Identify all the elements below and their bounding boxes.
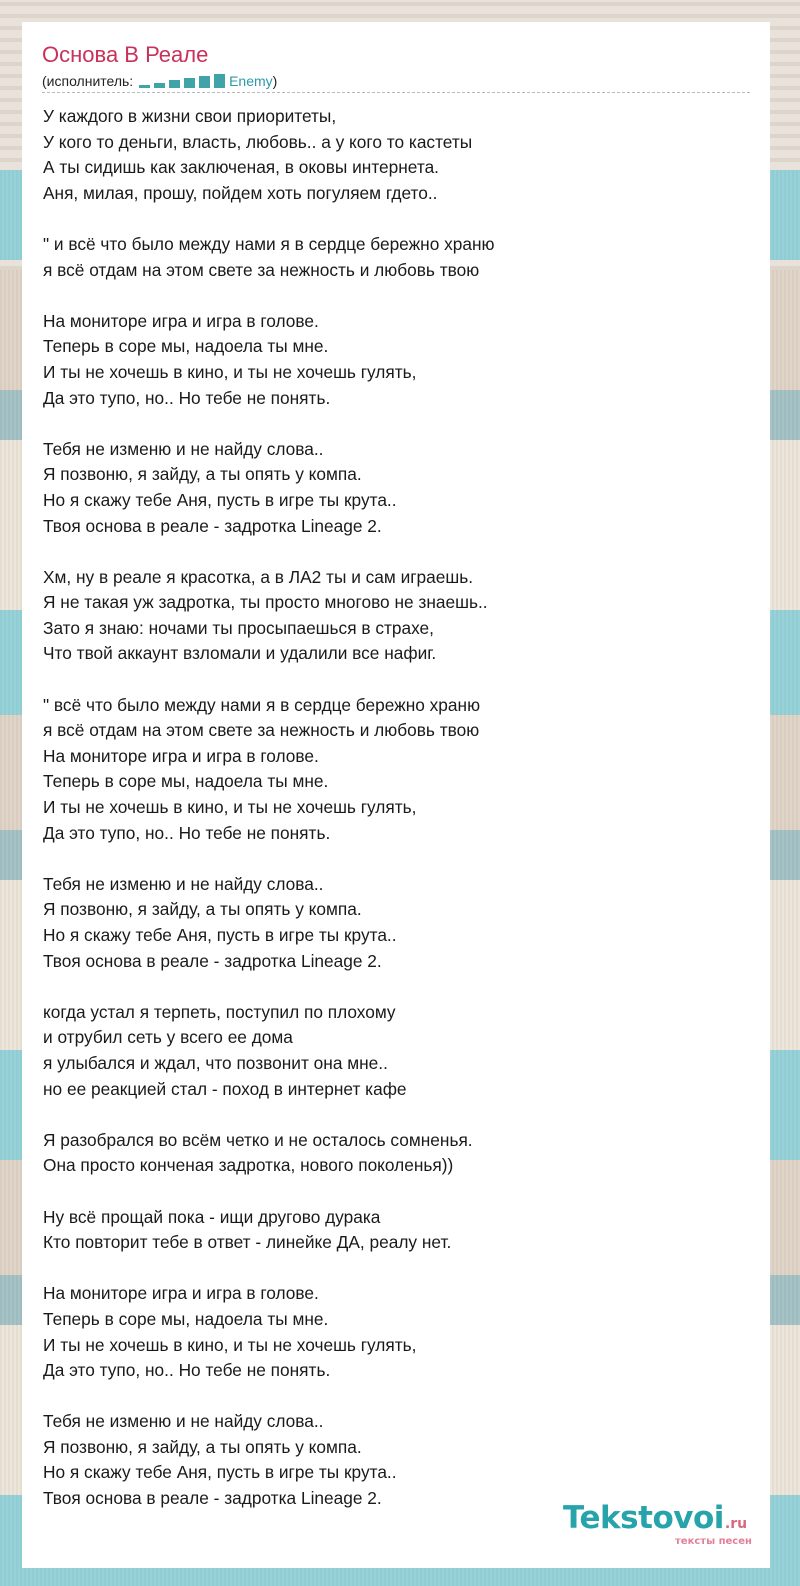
lyrics-line: Я не такая уж задротка, ты просто многово не знаешь.. [43, 592, 488, 613]
lyrics-line: У каждого в жизни свои приоритеты, [43, 106, 337, 126]
artist-suffix: ) [272, 73, 278, 89]
lyrics-line: Я разобрался во всём четко и не осталось сомненья. [43, 1129, 473, 1150]
lyrics-line: Твоя основа в реале - задротка Lineage 2. [43, 515, 382, 536]
artist-line [42, 72, 277, 89]
lyrics-sheet [22, 22, 770, 1568]
lyrics-line: но ее реакцией стал - поход в интернет кафе [43, 1078, 407, 1099]
lyrics-line: " и всё что было между нами я в сердце бережно храню [43, 233, 495, 254]
lyrics-line: Теперь в соре мы, надоела ты мне. [43, 1308, 329, 1329]
lyrics-line: Да это тупо, но.. Но тебе не понять. [43, 387, 331, 408]
lyrics-line: Но я скажу тебе Аня, пусть в игре ты крута.. [43, 489, 397, 510]
logo-wordmark: Tekstovoi [563, 1500, 724, 1536]
artist-link[interactable]: Enemy [229, 73, 273, 89]
lyrics-line: Теперь в соре мы, надоела ты мне. [43, 771, 329, 792]
lyrics-line: Тебя не изменю и не найду слова.. [43, 873, 324, 894]
song-title: Основа В Реале [42, 42, 209, 67]
lyrics-line: А ты сидишь как заключеная, в оковы интернета. [43, 157, 439, 178]
lyrics-line: я всё отдам на этом свете за нежность и любовь твою [43, 720, 480, 741]
lyrics-stanza [43, 1000, 743, 1102]
lyrics-line: Да это тупо, но.. Но тебе не понять. [43, 1360, 331, 1381]
lyrics-stanza [43, 1281, 743, 1383]
lyrics-line: Я позвоню, я зайду, а ты опять у компа. [43, 1436, 362, 1457]
lyrics-stanza [43, 232, 743, 283]
lyrics-line: Теперь в соре мы, надоела ты мне. [43, 336, 329, 357]
lyrics-line: я всё отдам на этом свете за нежность и любовь твою [43, 259, 480, 280]
lyrics-line: когда устал я терпеть, поступил по плохому [43, 1001, 396, 1022]
lyrics-stanza [43, 693, 743, 847]
lyrics-line: Тебя не изменю и не найду слова.. [43, 438, 324, 459]
logo-domain: .ru [724, 1516, 748, 1532]
lyrics-stanza [43, 1409, 743, 1511]
lyrics-line: Я позвоню, я зайду, а ты опять у компа. [43, 464, 362, 485]
rating-bars-icon [139, 74, 227, 88]
lyrics-line: И ты не хочешь в кино, и ты не хочешь гулять, [43, 797, 417, 818]
lyrics-line: Аня, милая, прошу, пойдем хоть погуляем гдето.. [43, 182, 438, 203]
lyrics-stanza [43, 565, 743, 667]
lyrics-line: и отрубил сеть у всего ее дома [43, 1027, 293, 1048]
logo-tagline: тексты песен [675, 1536, 752, 1547]
lyrics-line: Хм, ну в реале я красотка, а в ЛА2 ты и сам играешь. [43, 566, 474, 587]
lyrics-stanza [43, 104, 743, 206]
lyrics-line: Твоя основа в реале - задротка Lineage 2. [43, 950, 382, 971]
lyrics-line: На мониторе игра и игра в голове. [43, 745, 319, 766]
lyrics-line: Да это тупо, но.. Но тебе не понять. [43, 822, 331, 843]
lyrics-line: Зато я знаю: ночами ты просыпаешься в страхе, [43, 617, 434, 638]
artist-prefix: (исполнитель: [42, 73, 138, 89]
lyrics-line: Но я скажу тебе Аня, пусть в игре ты крута.. [43, 1462, 397, 1483]
lyrics-stanza [43, 309, 743, 411]
lyrics-line: И ты не хочешь в кино, и ты не хочешь гулять, [43, 1334, 417, 1355]
lyrics-stanza [43, 872, 743, 974]
lyrics-stanza [43, 1205, 743, 1256]
lyrics-line: Но я скажу тебе Аня, пусть в игре ты крута.. [43, 925, 397, 945]
lyrics-line: Я позвоню, я зайду, а ты опять у компа. [43, 899, 362, 920]
title-divider [42, 92, 750, 93]
lyrics-line: Она просто конченая задротка, нового поколенья)) [43, 1155, 454, 1176]
lyrics-stanza [43, 437, 743, 539]
lyrics-line: На мониторе игра и игра в голове. [43, 310, 319, 331]
lyrics-text [43, 104, 743, 1537]
lyrics-line: Твоя основа в реале - задротка Lineage 2. [43, 1488, 382, 1509]
lyrics-line: Кто повторит тебе в ответ - линейке ДА, реалу нет. [43, 1232, 452, 1253]
lyrics-line: И ты не хочешь в кино, и ты не хочешь гулять, [43, 361, 417, 382]
lyrics-line: Ну всё прощай пока - ищи другово дурака [43, 1206, 381, 1227]
lyrics-line: " всё что было между нами я в сердце бережно храню [43, 694, 481, 715]
lyrics-line: На мониторе игра и игра в голове. [43, 1283, 319, 1304]
lyrics-line: У кого то деньги, власть, любовь.. а у кого то кастеты [43, 131, 473, 152]
lyrics-stanza [43, 1128, 743, 1179]
lyrics-line: Что твой аккаунт взломали и удалили все нафиг. [43, 643, 437, 664]
lyrics-line: я улыбался и ждал, что позвонит она мне.. [43, 1052, 388, 1073]
lyrics-line: Тебя не изменю и не найду слова.. [43, 1411, 324, 1432]
site-logo[interactable] [563, 1500, 752, 1547]
